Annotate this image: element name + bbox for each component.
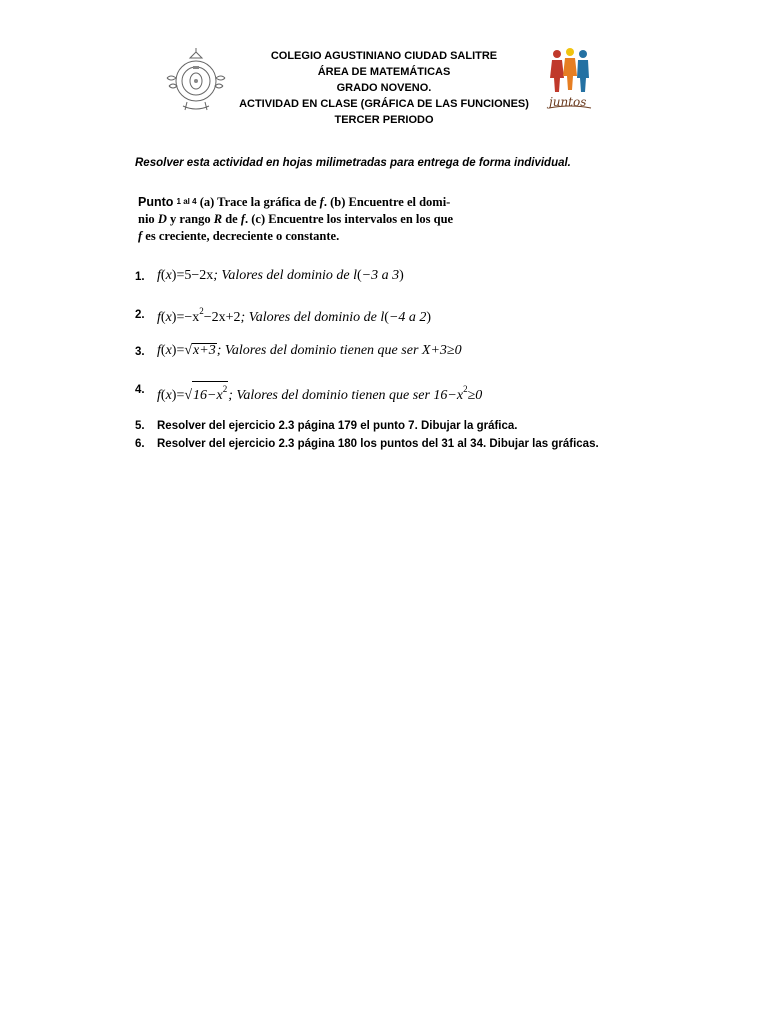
part-b-text: . (b) Encuentre el domi- [323, 195, 451, 209]
d-symbol: D [157, 212, 167, 226]
item-number: 5. [135, 420, 145, 432]
rango-text: y rango [169, 212, 211, 226]
item-number: 6. [135, 438, 145, 450]
function-expression: f(x)=5−2x; Valores del dominio de l(−3 a 3) [157, 268, 404, 283]
item-number: 3. [135, 346, 145, 358]
juntos-logo-text: juntos [549, 95, 587, 109]
item-number: 4. [135, 384, 145, 396]
area-name: ÁREA DE MATEMÁTICAS [317, 66, 451, 78]
nio-text: nio [138, 212, 155, 226]
task-item-6 [135, 436, 600, 453]
task-item-5 [135, 418, 600, 435]
function-expression: $f(x)=√16-x^2$; Valores del dominio tienen que ser $16-x^2\ge 0$ [157, 381, 482, 404]
end-text: es creciente, decreciente o constante. [145, 229, 340, 243]
activity-title: ACTIVIDAD EN CLASE (GRÁFICA DE LAS FUNCIONES) [239, 98, 529, 110]
document-header [200, 48, 568, 128]
task-text: Resolver del ejercicio 2.3 página 180 los puntos del 31 al 34. Dibujar las gráficas. [157, 438, 599, 450]
period-name: TERCER PERIODO [334, 114, 434, 126]
r-symbol: R [213, 212, 223, 226]
school-name: COLEGIO AGUSTINIANO CIUDAD SALITRE [270, 50, 498, 62]
function-expression: f(x)=√x+3; Valores del dominio tienen que ser X+3≥0 [157, 343, 462, 358]
de-text: de [225, 212, 238, 226]
intro-instruction: Resolver esta actividad en hojas milimetradas para entrega de forma individual. [135, 157, 571, 169]
f-symbol: f [319, 195, 324, 209]
f-symbol: f [240, 212, 245, 226]
punto-label: Punto [138, 195, 174, 209]
f-symbol: f [138, 229, 143, 243]
task-text: Resolver del ejercicio 2.3 página 179 el punto 7. Dibujar la gráfica. [157, 420, 518, 432]
grade-name: GRADO NOVENO. [336, 82, 432, 94]
part-a-text: (a) Trace la gráfica de [199, 195, 317, 209]
item-number: 2. [135, 309, 145, 321]
book-instruction [138, 193, 483, 245]
function-expression: $f(x)=-x^2-2x+2$; Valores del dominio de l(−4 a 2) [157, 306, 432, 325]
part-c-text: . (c) Encuentre los intervalos en los que [244, 212, 454, 226]
punto-range: 1 al 4 [176, 197, 197, 206]
sqrt-symbol: √ [184, 343, 193, 358]
item-number: 1. [135, 271, 145, 283]
sqrt-symbol: √ [184, 388, 193, 403]
